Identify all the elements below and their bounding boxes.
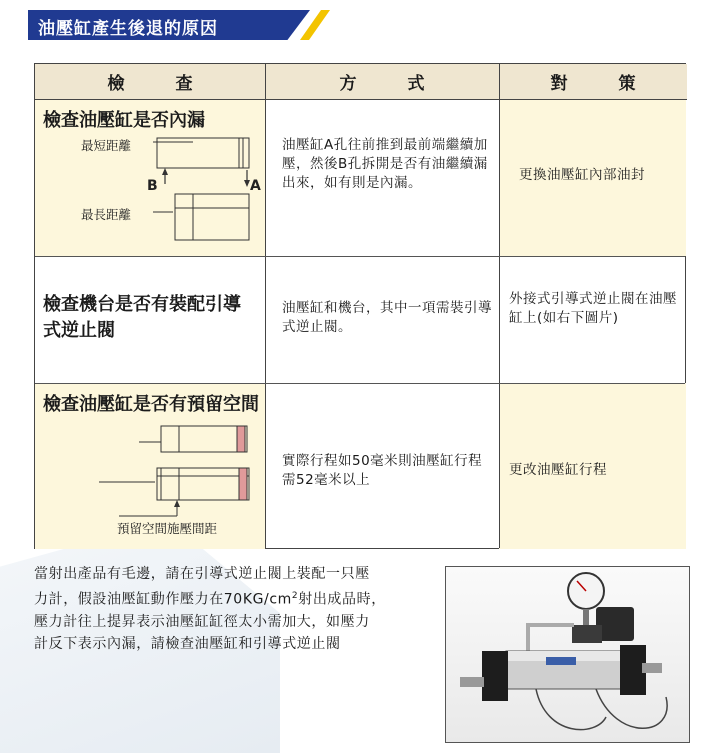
reserve-space-diagram bbox=[99, 420, 259, 520]
row3-remedy: 更改油壓缸行程 bbox=[509, 462, 607, 478]
row-divider bbox=[35, 383, 685, 384]
note-line: 當射出產品有毛邊，請在引導式逆止閥上裝配一只壓 bbox=[34, 566, 370, 582]
column-divider bbox=[499, 64, 500, 548]
header-method: 方 式 bbox=[265, 64, 499, 100]
row3-check-title: 檢查油壓缸是否有預留空間 bbox=[43, 394, 259, 415]
row2-method: 油壓缸和機台，其中一項需裝引導式逆止閥。 bbox=[282, 300, 492, 335]
row1-remedy: 更換油壓缸內部油封 bbox=[519, 167, 645, 183]
header-remedy: 對 策 bbox=[499, 64, 687, 100]
banner-title: 油壓缸產生後退的原因 bbox=[38, 19, 218, 39]
column-divider bbox=[265, 64, 266, 548]
hydraulic-cylinder-with-gauge-image bbox=[446, 567, 690, 743]
row2-remedy: 外接式引導式逆止閥在油壓缸上(如右下圖片) bbox=[509, 291, 677, 326]
product-photo bbox=[445, 566, 690, 743]
diagnosis-table bbox=[34, 63, 686, 549]
note-line: 計反下表示內漏，請檢查油壓缸和引導式逆止閥 bbox=[34, 635, 341, 652]
row-divider bbox=[35, 256, 685, 257]
cylinder-distance-diagram bbox=[153, 130, 253, 246]
shortest-distance-label: 最短距離 bbox=[81, 138, 132, 153]
note-paragraph bbox=[34, 563, 434, 655]
row2-check-title: 檢查機台是否有裝配引導式逆止閥 bbox=[43, 294, 241, 341]
section-banner bbox=[28, 10, 328, 40]
note-superscript: 2 bbox=[291, 591, 299, 601]
reserve-space-label: 預留空間施壓間距 bbox=[117, 521, 218, 536]
note-line: 壓力計往上提昇表示油壓缸缸徑太小需加大，如壓力 bbox=[34, 613, 370, 630]
longest-distance-label: 最長距離 bbox=[81, 207, 132, 222]
row1-check-title: 檢查油壓缸是否內漏 bbox=[43, 110, 205, 131]
header-check: 檢 查 bbox=[35, 64, 265, 100]
port-b-label: B bbox=[147, 178, 158, 194]
row1-method: 油壓缸A孔往前推到最前端繼續加壓，然後B孔拆開是否有油繼續漏出來，如有則是內漏。 bbox=[282, 137, 488, 191]
port-a-label: A bbox=[250, 178, 261, 194]
note-line: 力計，假設油壓缸動作壓力在$70KG/cm^2$射出成品時， bbox=[34, 591, 386, 608]
row3-method: 實際行程如50毫米則油壓缸行程需52毫米以上 bbox=[282, 453, 483, 488]
